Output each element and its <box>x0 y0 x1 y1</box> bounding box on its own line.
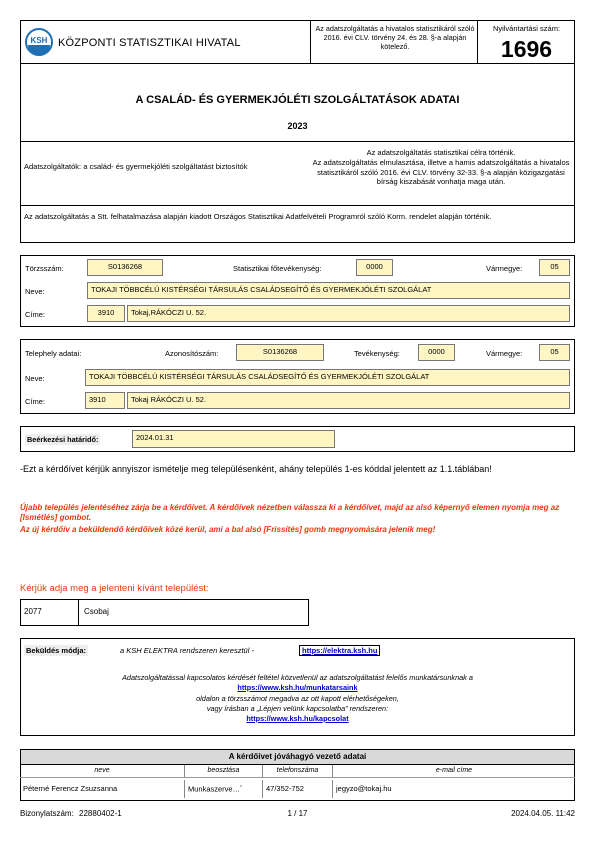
org-address-field[interactable]: Tokaj,RÁKÓCZI U. 52. <box>127 305 570 322</box>
site-name-field[interactable]: TOKAJI TÖBBCÉLÚ KISTÉRSÉGI TÁRSULÁS CSALÁDSEGÍTŐ ÉS GYERMEKJÓLÉTI SZOLGÁLAT <box>85 369 570 386</box>
elektra-link[interactable]: https://elektra.ksh.hu <box>299 645 380 656</box>
approver-title: A kérdőívet jóváhagyó vezető adatai <box>21 750 574 764</box>
ksh-logo <box>25 28 53 56</box>
settlement-heading: Kérjük adja meg a jelenteni kívánt települést: <box>20 583 209 594</box>
fotevekenyseg-field[interactable]: 0000 <box>356 259 393 276</box>
contact-text-3: vagy írásban a „Lépjen velünk kapcsolatba” rendszeren: <box>206 704 389 713</box>
approver-phone[interactable]: 47/352-752 <box>263 780 333 798</box>
approver-row-line <box>20 777 575 778</box>
page-title: A CSALÁD- ÉS GYERMEKJÓLÉTI SZOLGÁLTATÁSOK ADATAI <box>135 94 460 106</box>
svg-text:KSH: KSH <box>30 36 48 45</box>
megye-label: Vármegye: <box>486 264 523 273</box>
site-megye-label: Vármegye: <box>486 349 523 358</box>
org-name-field[interactable]: TOKAJI TÖBBCÉLÚ KISTÉRSÉGI TÁRSULÁS CSALÁDSEGÍTŐ ÉS GYERMEKJÓLÉTI SZOLGÁLAT <box>87 282 570 299</box>
tevekenyseg-field[interactable]: 0000 <box>418 344 455 361</box>
footer-bizonylat <box>20 809 122 818</box>
deadline-label: Beérkezési határidő: <box>27 435 99 444</box>
contact-link-row <box>20 683 575 692</box>
bizonylat-label: Bizonylatszám: <box>20 809 74 818</box>
col-header-name: neve <box>20 765 185 777</box>
office-name: KÖZPONTI STATISZTIKAI HIVATAL <box>58 37 241 49</box>
survey-year: 2023 <box>287 121 308 131</box>
reg-number: 1696 <box>500 36 553 62</box>
approver-position-cell[interactable] <box>185 780 263 798</box>
site-zip-field[interactable]: 3910 <box>85 392 125 409</box>
col-header-email: e-mail címe <box>435 767 473 774</box>
providers-text: Adatszolgáltatók: a család- és gyermekjóléti szolgáltatást biztosítók <box>24 162 248 171</box>
site-address-label: Címe: <box>25 397 46 406</box>
kapcsolat-link-row <box>20 714 575 723</box>
megye-field[interactable]: 05 <box>539 259 570 276</box>
contact-text-1: Adatszolgáltatással kapcsolatos kérdését feltétel közvetlenül az adatszolgáltatást felelős munkatársunknak a <box>122 673 473 682</box>
approver-name[interactable]: Péterné Ferencz Zsuzsanna <box>20 780 185 798</box>
org-address-label: Címe: <box>25 310 46 319</box>
new-settlement-instruction: Újabb település jelentéséhez zárja be a kérdőívet. A kérdőívek nézetben válassza ki a kérdőívet, majd az alsó képernyő elemen nyomja meg az [Ismétlés] gombot. <box>20 503 560 522</box>
org-zip-field[interactable]: 3910 <box>87 305 125 322</box>
col-header-position: beosztása <box>185 765 263 777</box>
settlement-code[interactable]: 2077 <box>24 607 42 616</box>
reg-label: Nyilvántartási szám: <box>492 24 561 33</box>
page-indicator: 1 / 17 <box>287 809 308 818</box>
approver-email[interactable]: jegyzo@tokaj.hu <box>336 784 392 793</box>
authorization-frame <box>20 205 575 243</box>
authorization-text: Az adatszolgáltatás a Stt. felhatalmazása alapján kiadott Országos Statisztikai Adatfelvételi Programról szóló Korm. rendelet alapján történik. <box>24 212 492 221</box>
settlement-divider <box>78 599 79 626</box>
ksh-logo-icon <box>25 28 53 56</box>
bizonylat-number: 22880402-1 <box>79 809 122 818</box>
penalty-notice: Az adatszolgáltatás elmulasztása, illetve a hamis adatszolgáltatás a hivatalos statisztikáról szóló 2016. évi CLV. törvény 32-33. §-a alapján közigazgatási bírság kiszabását vonhatja maga után. <box>312 158 570 186</box>
deadline-field[interactable]: 2024.01.31 <box>132 430 335 448</box>
tevekenyseg-label: Tevékenység: <box>354 349 400 358</box>
kapcsolat-link[interactable]: https://www.ksh.hu/kapcsolat <box>246 714 349 723</box>
print-timestamp: 2024.04.05. 11:42 <box>511 809 575 818</box>
refresh-instruction: Az új kérdőív a beküldendő kérdőívek közé kerül, ami a bal alsó [Frissítés] gomb megnyomására jelenik meg! <box>20 525 436 534</box>
repeat-instruction: -Ezt a kérdőívet kérjük annyiszor ismételje meg településenként, ahány település 1-es kóddal jelentett az 1.1.táblában! <box>20 464 492 474</box>
fotevekenyseg-label: Statisztikai főtevékenység: <box>233 264 322 273</box>
submission-label: Beküldés módja: <box>26 646 87 655</box>
approver-position-mark: ¹ <box>240 784 242 790</box>
settlement-frame <box>20 599 309 626</box>
site-address-field[interactable]: Tokaj RÁKÓCZI U. 52. <box>127 392 570 409</box>
statistical-purpose: Az adatszolgáltatás statisztikai célra történik. <box>366 148 516 157</box>
site-megye-field[interactable]: 05 <box>539 344 570 361</box>
submission-method: a KSH ELEKTRA rendszeren keresztül - <box>120 646 254 655</box>
munkatarsaink-link[interactable]: https://www.ksh.hu/munkatarsaink <box>237 683 358 692</box>
torzsszam-label: Törzsszám: <box>25 264 64 273</box>
approver-position: Munkaszerve… <box>188 784 241 794</box>
settlement-name[interactable]: Csobaj <box>84 607 109 616</box>
azonosito-label: Azonosítószám: <box>165 349 219 358</box>
site-name-label: Neve: <box>25 374 45 383</box>
col-header-phone: telefonszáma <box>263 765 333 777</box>
site-title-label: Telephely adatai: <box>25 349 82 358</box>
azonosito-field[interactable]: S0136268 <box>236 344 324 361</box>
info-divider <box>20 141 575 142</box>
contact-text-2: oldalon a törzsszámot megadva az ott kapott elérhetőségeken, <box>196 694 399 703</box>
header-divider-1 <box>310 20 311 64</box>
org-name-label: Neve: <box>25 287 45 296</box>
legal-basis: Az adatszolgáltatás a hivatalos statisztikáról szóló 2016. évi CLV. törvény 24. és 28. §-a alapján kötelező. <box>315 24 475 51</box>
torzsszam-field[interactable]: S0136268 <box>87 259 163 276</box>
